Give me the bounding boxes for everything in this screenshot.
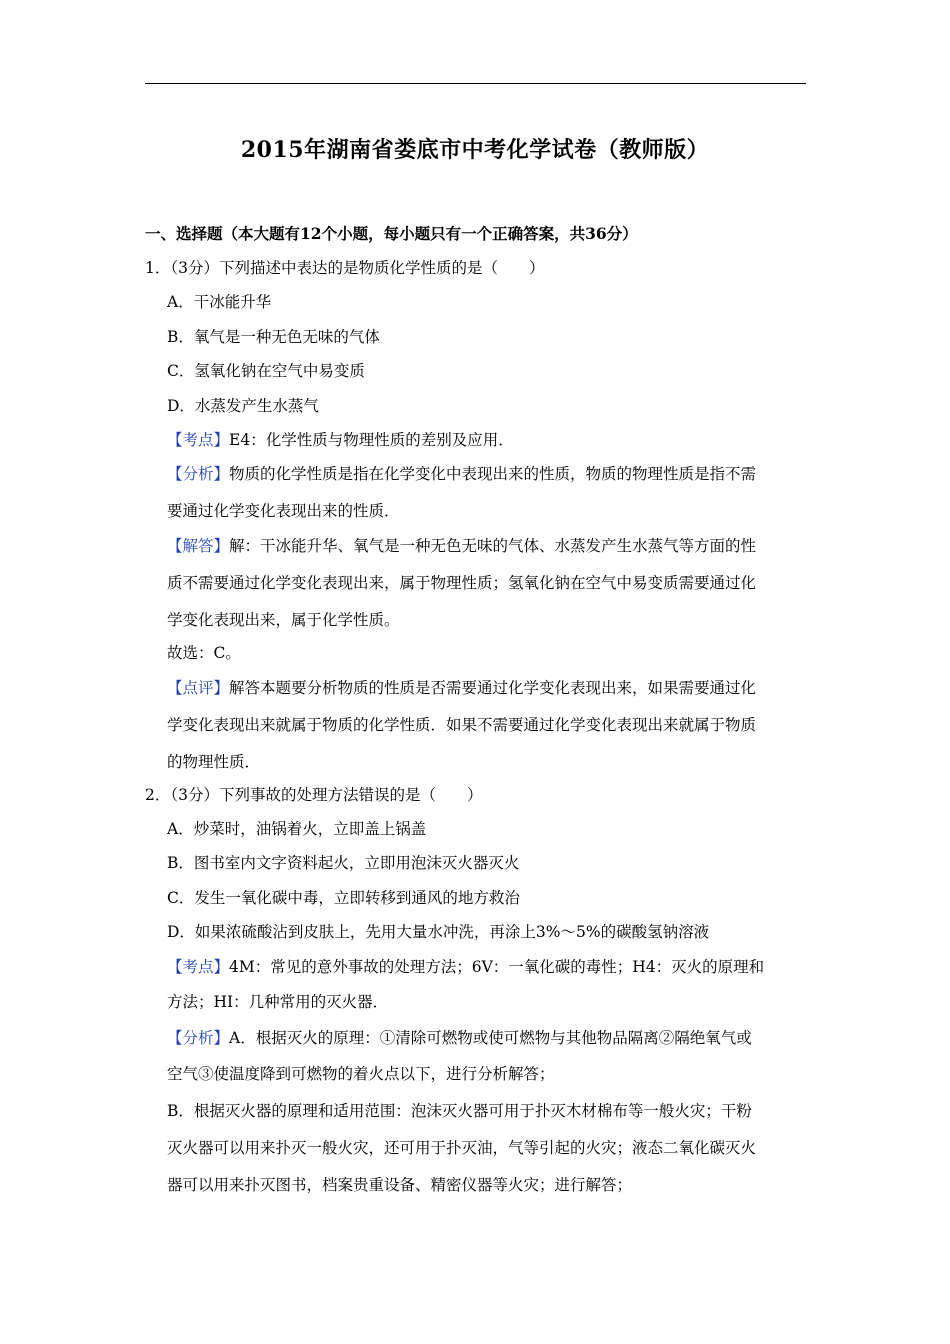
question-1-dianping [167,678,756,698]
question-1-fenxi-cont: 要通过化学变化表现出来的性质． [167,502,400,520]
question-2-kaodian-cont: 方法；HI：几种常用的灭火器． [167,993,389,1011]
fenxi-tag: 【分析】 [167,465,230,483]
question-1-answer: 故选：C。 [167,644,241,662]
question-2-option-d: D．如果浓硫酸沾到皮肤上，先用大量水冲洗，再涂上3%～5%的碳酸氢钠溶液 [167,923,710,941]
jieda-text: 解：干冰能升华、氧气是一种无色无味的气体、水蒸发产生水蒸气等方面的性 [229,537,757,555]
question-1-dianping-cont-2: 的物理性质． [167,753,261,771]
question-2-fenxi-cont-3: 灭火器可以用来扑灭一般火灾，还可用于扑灭油，气等引起的火灾；液态二氧化碳灭火 [167,1139,757,1157]
question-2-fenxi-cont-2: B．根据灭火器的原理和适用范围：泡沫灭火器可用于扑灭木材棉布等一般火灾；干粉 [167,1102,752,1120]
question-1-dianping-cont-1: 学变化表现出来就属于物质的化学性质．如果不需要通过化学变化表现出来就属于物质 [167,716,757,734]
question-2-fenxi [167,1028,752,1048]
dianping-text: 解答本题要分析物质的性质是否需要通过化学变化表现出来，如果需要通过化 [229,679,757,697]
kaodian-tag: 【考点】 [167,958,230,976]
question-1-jieda-cont-2: 学变化表现出来，属于化学性质。 [167,611,400,629]
question-2-option-c: C．发生一氧化碳中毒，立即转移到通风的地方救治 [167,889,520,907]
fenxi-tag: 【分析】 [167,1029,230,1047]
question-1-jieda [167,536,756,556]
dianping-tag: 【点评】 [167,679,230,697]
question-2-fenxi-cont-1: 空气③使温度降到可燃物的着火点以下，进行分析解答； [167,1065,555,1083]
question-1-kaodian [167,430,514,450]
fenxi-text: 物质的化学性质是指在化学变化中表现出来的性质，物质的物理性质是指不需 [229,465,757,483]
question-2-option-a: A．炒菜时，油锅着火，立即盖上锅盖 [167,820,427,838]
question-2-option-b: B．图书室内文字资料起火，立即用泡沫灭火器灭火 [167,854,520,872]
kaodian-text: E4：化学性质与物理性质的差别及应用． [229,431,514,449]
question-2-kaodian [167,957,764,977]
question-1-stem: 1．（3分）下列描述中表达的是物质化学性质的是（ ） [145,259,545,277]
question-1-fenxi [167,464,756,484]
question-1-option-b: B．氧气是一种无色无味的气体 [167,328,380,346]
question-1-option-c: C．氢氧化钠在空气中易变质 [167,362,365,380]
question-2-stem: 2．（3分）下列事故的处理方法错误的是（ ） [145,786,483,804]
question-1-option-d: D．水蒸发产生水蒸气 [167,397,319,415]
question-2-fenxi-cont-4: 器可以用来扑灭图书，档案贵重设备、精密仪器等火灾；进行解答； [167,1176,633,1194]
page-title: 2015年湖南省娄底市中考化学试卷（教师版） [240,137,710,163]
kaodian-text: 4M：常见的意外事故的处理方法；6V：一氧化碳的毒性；H4：灭火的原理和 [229,958,765,976]
question-1-option-a: A．干冰能升华 [167,293,272,311]
question-1-jieda-cont-1: 质不需要通过化学变化表现出来，属于物理性质；氢氧化钠在空气中易变质需要通过化 [167,574,757,592]
kaodian-tag: 【考点】 [167,431,230,449]
fenxi-text: A．根据灭火的原理：①清除可燃物或使可燃物与其他物品隔离②隔绝氧气或 [229,1029,752,1047]
header-rule [145,83,806,84]
jieda-tag: 【解答】 [167,537,230,555]
section-heading: 一、选择题（本大题有12个小题，每小题只有一个正确答案，共36分） [145,224,638,243]
